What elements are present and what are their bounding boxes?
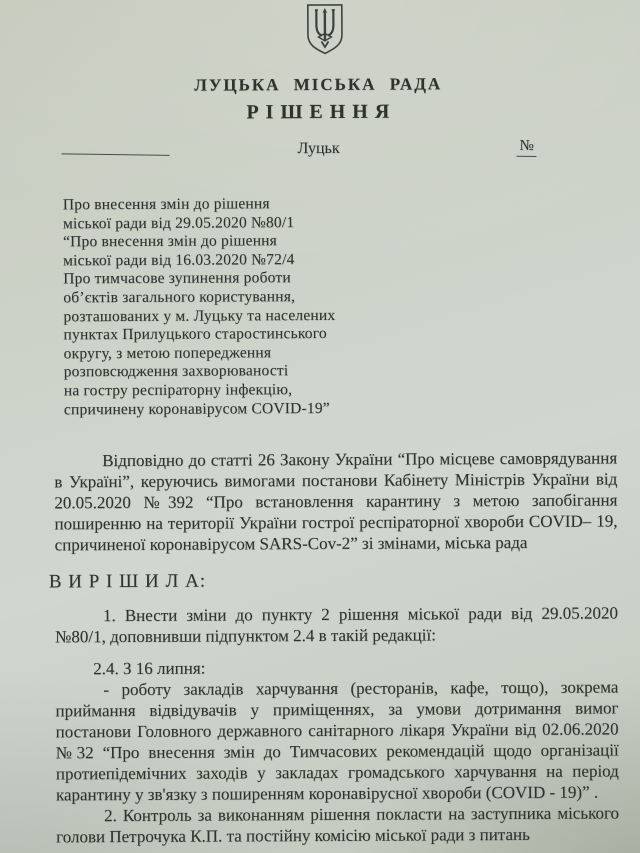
resolution-word: В И Р І Ш И Л А: — [48, 570, 207, 593]
place-name: Луцьк — [297, 139, 340, 158]
subject-block: Про внесення змін до рішення міської ради від 29.05.2020 №80/1 “Про внесення змін до рішення міської ради від 16.03.2020 №72/4 Про тимчасове зупинення роботи об’єктів загального користування, розташованих у м. Луцьку та населених пунктах Прилуцького старостинського округу, з метою попередження розповсюдження захворюваності на гостру респіраторну інфекцію, спричинену коронавірусом COVID-19” — [62, 195, 336, 418]
preamble-paragraph: Відповідно до статті 26 Закону України “Про місцеве самоврядування в Україні”, керуючись вимогами постанови Кабінету Міністрів України від 20.05.2020 №392 “Про встановлення карантину з метою запобігання поширенню на території України гострої респіраторної хвороби COVID– 19, спричиненої коронавірусом SARS-Cov-2” зі змінами, міська рада — [54, 448, 618, 555]
resolution-subitem-2-4: 2.4. З 16 липня: — [93, 658, 206, 679]
ukraine-trident-emblem-icon — [304, 3, 346, 55]
org-name: ЛУЦЬКА МІСЬКА РАДА — [194, 74, 443, 95]
document-number-sign: № — [516, 138, 537, 157]
resolution-items — [55, 602, 619, 847]
resolution-item-1: 1. Внести зміни до пункту 2 рішення міської ради від 29.05.2020 №80/1, доповнивши підпунктом 2.4 в такій редакції: — [55, 603, 619, 647]
resolution-subitem-2-4-bullet: - роботу закладів харчування (ресторанів, кафе, тощо), зокрема приймання відвідувачів у приміщеннях, за умови дотримання вимог постанови Головного державного санітарного лікаря України від 02.06.2020 №32 “Про внесення змін до Тимчасових рекомендацій щодо організації протиепідемічних заходів у закладах громадського харчування на період карантину у зв'язку з поширенням коронавірусної хвороби (COVID - 19)” . — [55, 677, 619, 805]
document-type-title: Р І Ш Е Н Н Я — [246, 100, 391, 124]
resolution-item-2: 2. Контроль за виконанням рішення покласти на заступника міського голови Петрочука К.П. та постійну комісію міської ради з питань — [56, 803, 620, 847]
